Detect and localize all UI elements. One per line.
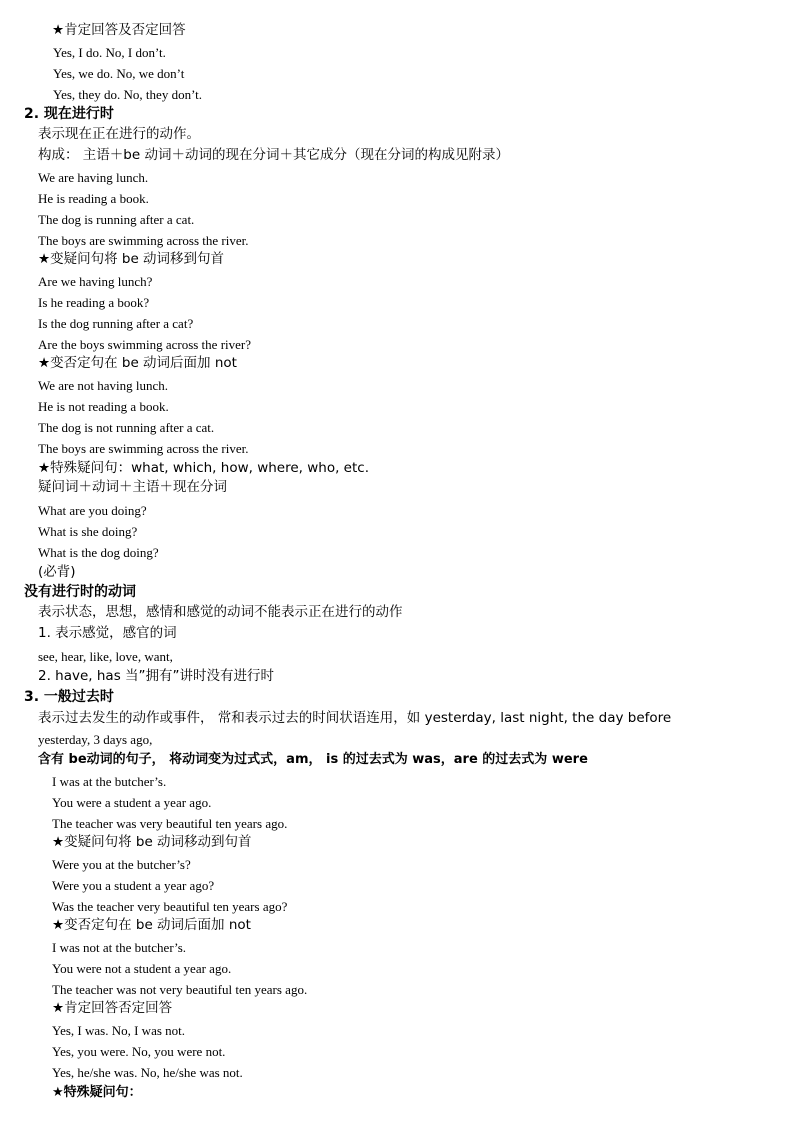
be-verb-rule: 含有 be动词的句子， 将动词变为过式式，am， is 的过去式为 was，are 的过去式为 were (38, 752, 588, 767)
answer-line: Yes, we do. No, we don’t (53, 66, 185, 81)
wh-question-sentence: What is she doing? (38, 524, 138, 539)
answer-heading: ★肯定回答否定回答 (52, 1000, 173, 1016)
wh-question-sentence: What is the dog doing? (38, 545, 159, 560)
question-sentence: Is he reading a book? (38, 295, 150, 310)
answer-line: Yes, he/she was. No, he/she was not. (52, 1065, 243, 1080)
section-description-cont: yesterday, 3 days ago, (38, 732, 153, 747)
question-sentence: Are we having lunch? (38, 274, 153, 289)
answer-line: Yes, they do. No, they don’t. (53, 87, 203, 102)
question-sentence: Were you at the butcher’s? (52, 857, 191, 872)
section-heading-simple-past: 3. 一般过去时 (24, 689, 114, 705)
example-sentence: The teacher was very beautiful ten years ago. (52, 816, 288, 831)
negative-sentence: We are not having lunch. (38, 378, 168, 393)
wh-question-heading: ★特殊疑问句：what, which, how, where, who, etc. (38, 460, 369, 476)
section-heading-present-progressive: 2. 现在进行时 (24, 106, 114, 122)
must-memorize-note: (必背) (38, 564, 76, 580)
section-description: 表示状态，思想，感情和感觉的动词不能表示正在进行的动作 (38, 604, 403, 620)
word-list: see, hear, like, love, want, (38, 649, 173, 664)
section-heading-no-progressive: 没有进行时的动词 (24, 584, 136, 600)
section-description: 表示过去发生的动作或事件， 常和表示过去的时间状语连用，如 yesterday, last night, the day before (38, 710, 672, 726)
section-description: 表示现在正在进行的动作。 (38, 126, 200, 142)
question-rule-heading: ★变疑问句将 be 动词移到句首 (38, 251, 225, 267)
question-rule-heading: ★变疑问句将 be 动词移动到句首 (52, 834, 252, 850)
question-sentence: Were you a student a year ago? (52, 878, 215, 893)
list-item: 1. 表示感觉，感官的词 (38, 625, 177, 641)
answer-heading: ★肯定回答及否定回答 (52, 22, 186, 38)
negative-sentence: The teacher was not very beautiful ten years ago. (52, 982, 308, 997)
wh-question-sentence: What are you doing? (38, 503, 147, 518)
negative-sentence: You were not a student a year ago. (52, 961, 232, 976)
form-rule: 构成： 主语＋be 动词＋动词的现在分词＋其它成分（现在分词的构成见附录） (38, 147, 509, 163)
example-sentence: The dog is running after a cat. (38, 212, 195, 227)
example-sentence: The boys are swimming across the river. (38, 233, 249, 248)
example-sentence: You were a student a year ago. (52, 795, 212, 810)
example-sentence: We are having lunch. (38, 170, 149, 185)
negative-sentence: The boys are swimming across the river. (38, 441, 249, 456)
question-sentence: Was the teacher very beautiful ten years ago? (52, 899, 288, 914)
answer-line: Yes, I was. No, I was not. (52, 1023, 186, 1038)
negative-sentence: He is not reading a book. (38, 399, 169, 414)
negative-rule-heading: ★变否定句在 be 动词后面加 not (38, 355, 237, 371)
question-sentence: Is the dog running after a cat? (38, 316, 194, 331)
list-item: 2. have, has 当”拥有”讲时没有进行时 (38, 668, 275, 684)
negative-sentence: The dog is not running after a cat. (38, 420, 215, 435)
negative-sentence: I was not at the butcher’s. (52, 940, 187, 955)
wh-question-heading: ★特殊疑问句： (52, 1085, 142, 1100)
example-sentence: I was at the butcher’s. (52, 774, 167, 789)
example-sentence: He is reading a book. (38, 191, 149, 206)
wh-question-form: 疑问词＋动词＋主语＋现在分词 (38, 479, 227, 495)
answer-line: Yes, you were. No, you were not. (52, 1044, 226, 1059)
answer-line: Yes, I do. No, I don’t. (53, 45, 166, 60)
question-sentence: Are the boys swimming across the river? (38, 337, 252, 352)
negative-rule-heading: ★变否定句在 be 动词后面加 not (52, 917, 251, 933)
